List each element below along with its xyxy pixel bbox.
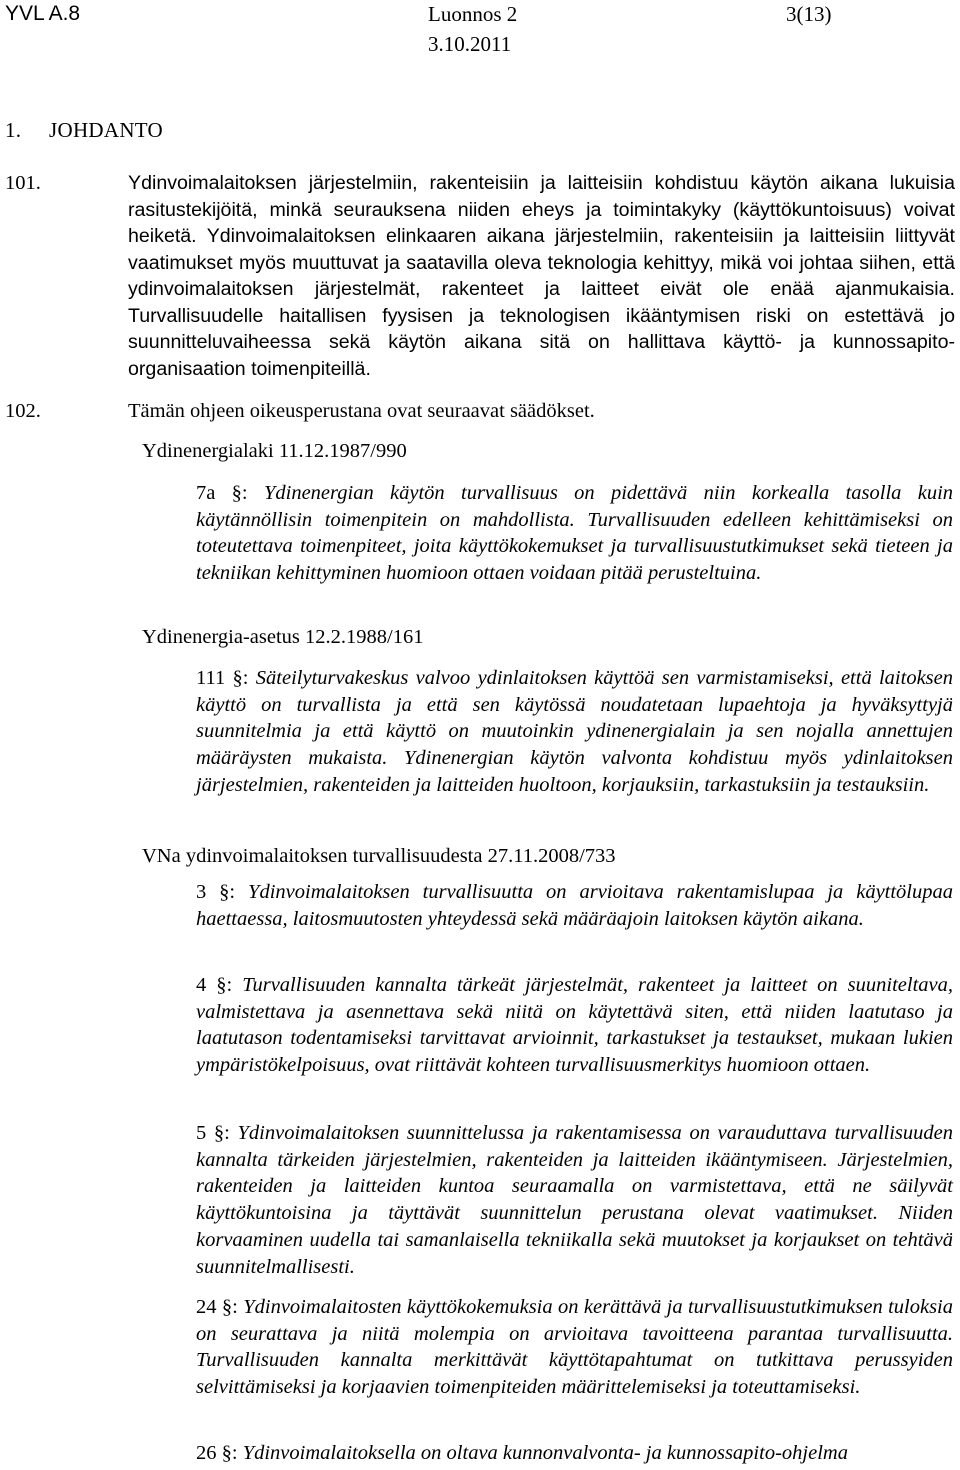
section-text: Turvallisuuden kannalta tärkeät järjestelmät, rakenteet ja laitteet on suuniteltava, valmistettava ja asennettava sekä niitä on käytettävä siten, että niiden laatutaso ja laatutason todentamiseksi tarvittavat arvioinnit, tarkastukset ja testaukset, mukaan lukien ympäristökelpoisuus, ovat riittävät kohteen turvallisuusmerkitys huomioon ottaen. <box>196 974 953 1077</box>
section-ref: 3 §: <box>196 881 236 903</box>
section-title: JOHDANTO <box>49 118 164 142</box>
law-section-24 <box>196 1294 953 1401</box>
paragraph-number: 102. <box>5 400 41 422</box>
section-ref: 7a §: <box>196 482 248 504</box>
section-text: Ydinvoimalaitosten käyttökokemuksia on kerättävä ja turvallisuustutkimuksen tuloksia on seurattava ja niitä molempia on arvioitava tavoitteena parantaa turvallisuutta. Turvallisuuden kannalta merkittävät käyttötapahtumat on tutkittava perussyiden selvittämiseksi ja korjaavien toimenpiteiden määrittelemiseksi ja toteuttamiseksi. <box>196 1296 954 1399</box>
section-ref: 24 §: <box>196 1296 238 1318</box>
paragraph-text: Ydinvoimalaitoksen järjestelmiin, rakenteisiin ja laitteisiin kohdistuu käytön aikana lukuisia rasitustekijöitä, minkä seurauksena niiden eheys ja toimintakyky (käyttökuntoisuus) voivat heiketä. Ydinvoimalaitoksen elinkaaren aikana järjestelmiin, rakenteisiin ja laitteisiin liittyvät vaatimukset myös muuttuvat ja saatavilla oleva teknologia kehittyy, mikä voi johtaa siihen, että ydinvoimalaitoksen järjestelmät, rakenteet ja laitteet eivät ole enää ajanmukaisia. Turvallisuudelle haitallisen fyysisen ja teknologisen ikääntymisen riski on estettävä jo suunnitteluvaiheessa sekä käytön aikana sitä on hallittava käyttö- ja kunnossapito-organisaation toimenpiteillä. <box>128 172 955 380</box>
law-section-3 <box>196 879 953 932</box>
paragraph-text: Tämän ohjeen oikeusperustana ovat seuraavat säädökset. <box>128 400 595 422</box>
paragraph-number: 101. <box>5 172 41 194</box>
law-title: VNa ydinvoimalaitoksen turvallisuudesta 27.11.2008/733 <box>142 845 616 867</box>
page-header <box>0 2 960 66</box>
law-title: Ydinenergia-asetus 12.2.1988/161 <box>142 626 424 648</box>
section-ref: 26 §: <box>196 1442 238 1464</box>
draft-label: Luonnos 2 <box>428 2 518 26</box>
document-id: YVL A.8 <box>5 2 81 25</box>
paragraph-101 <box>5 170 955 382</box>
section-text: Ydinvoimalaitoksen turvallisuutta on arvioitava rakentamislupaa ja käyttölupaa haettaessa, laitosmuutosten yhteydessä sekä määräajoin laitoksen käytön aikana. <box>196 881 954 930</box>
page-number: 3(13) <box>786 2 832 26</box>
law-section-26 <box>196 1440 953 1467</box>
law-section-111 <box>196 665 953 799</box>
section-ref: 111 §: <box>196 667 249 689</box>
section-heading <box>5 118 163 143</box>
paragraph-102 <box>5 398 955 425</box>
section-text: Ydinenergian käytön turvallisuus on pidettävä niin korkealla tasolla kuin käytännöllisin toimenpitein on mahdollista. Turvallisuuden edelleen kehittämiseksi on toteutettava toimenpiteet, joita käyttökokemukset ja turvallisuustutkimukset sekä tieteen ja tekniikan kehittyminen huomioon ottaen voidaan pitää perusteltuina. <box>196 482 954 585</box>
section-text: Ydinvoimalaitoksella on oltava kunnonvalvonta- ja kunnossapito-ohjelma <box>242 1442 848 1464</box>
law-title: Ydinenergialaki 11.12.1987/990 <box>142 440 407 462</box>
section-ref: 4 §: <box>196 974 233 996</box>
law-section-7a <box>196 480 953 587</box>
document-date: 3.10.2011 <box>428 32 512 56</box>
section-text: Ydinvoimalaitoksen suunnittelussa ja rakentamisessa on varauduttava turvallisuuden kannalta tärkeiden järjestelmien, rakenteiden ja laitteiden ikääntymiseen. Järjestelmien, rakenteiden ja laitteiden kuntoa seuraamalla on varmistettava, että ne säilyvät käyttökuntoisina ja täyttävät suunnittelun perustana olevat vaatimukset. Niiden korvaaminen uudella tai samanlaisella tekniikalla sekä muutokset ja korjaukset on tehtävä suunnitelmallisesti. <box>196 1122 954 1278</box>
section-ref: 5 §: <box>196 1122 230 1144</box>
law-section-4 <box>196 972 953 1079</box>
law-section-5 <box>196 1120 953 1280</box>
section-number: 1. <box>5 118 22 142</box>
section-text: Säteilyturvakeskus valvoo ydinlaitoksen käyttöä sen varmistamiseksi, että laitoksen käyttö on turvallista ja että sen käytössä noudatetaan lupaehtoja ja hyväksyttyjä suunnitelmia ja että käyttö on muutoinkin ydinenergialain ja sen nojalla annettujen määräysten mukaista. Ydinenergian käytön valvonta kohdistuu myös ydinlaitoksen järjestelmien, rakenteiden ja laitteiden huoltoon, korjauksiin, tarkastuksiin ja testauksiin. <box>196 667 953 796</box>
